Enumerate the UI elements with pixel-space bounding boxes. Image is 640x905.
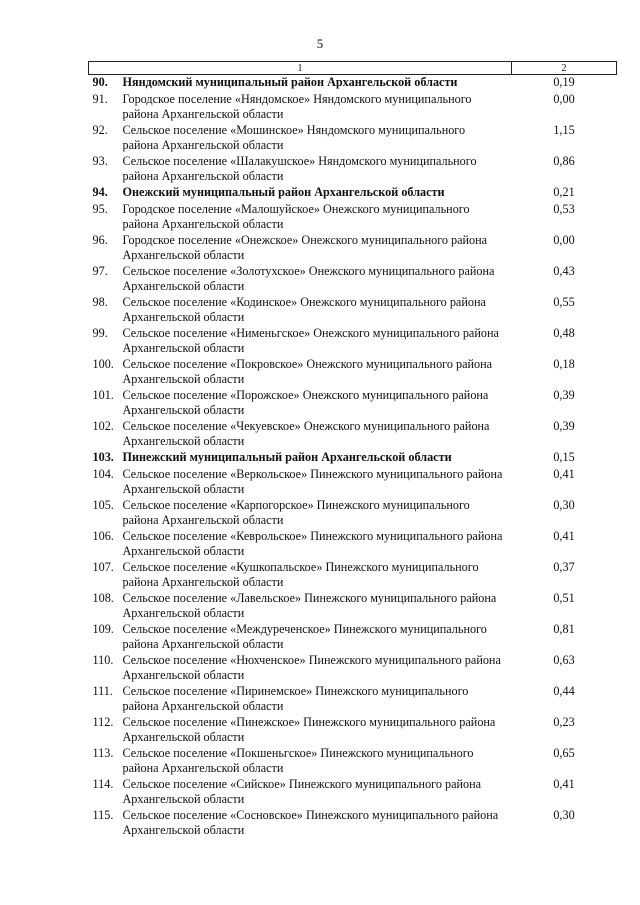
row-number: 113. [92, 746, 114, 760]
table-row [89, 529, 617, 560]
row-value: 0,19 [553, 75, 575, 89]
row-name: Сельское поселение «Нименьгское» Онежского муниципального района Архангельской области [122, 326, 499, 355]
row-name: Сельское поселение «Кодинское» Онежского муниципального района Архангельской области [122, 295, 486, 324]
row-entry [89, 622, 512, 653]
row-name: Городское поселение «Няндомское» Няндомского муниципального района Архангельской области [122, 92, 472, 121]
row-name: Городское поселение «Онежское» Онежского муниципального района Архангельской области [122, 233, 488, 262]
row-value: 0,00 [553, 92, 575, 106]
row-value: 0,48 [553, 326, 575, 340]
row-value: 0,23 [553, 715, 575, 729]
row-number: 101. [92, 388, 114, 402]
row-entry [89, 653, 512, 684]
table-row [89, 622, 617, 653]
table-row [89, 653, 617, 684]
table-row [89, 202, 617, 233]
row-number: 109. [92, 622, 114, 636]
row-entry [89, 498, 512, 529]
row-number: 106. [92, 529, 114, 543]
table-body [89, 75, 617, 840]
row-number: 98. [92, 295, 108, 309]
row-name: Городское поселение «Малошуйское» Онежского муниципального района Архангельской области [122, 202, 470, 231]
row-value: 0,15 [553, 450, 575, 464]
row-name: Сельское поселение «Карпогорское» Пинежского муниципального района Архангельской области [122, 498, 470, 527]
row-value: 0,53 [553, 202, 575, 216]
row-number: 97. [92, 264, 108, 278]
row-entry [89, 185, 512, 202]
row-name: Пинежский муниципальный район Архангельской области [122, 450, 452, 464]
row-number: 105. [92, 498, 114, 512]
row-value: 0,86 [553, 154, 575, 168]
row-entry [89, 202, 512, 233]
row-entry [89, 777, 512, 808]
table-row [89, 92, 617, 123]
row-number: 94. [92, 185, 108, 199]
row-entry [89, 419, 512, 450]
row-entry [89, 75, 512, 93]
column-header-1: 1 [89, 62, 512, 75]
row-value: 0,41 [553, 467, 575, 481]
row-value: 0,43 [553, 264, 575, 278]
row-value: 0,63 [553, 653, 575, 667]
table-row [89, 808, 617, 839]
row-name: Сельское поселение «Шалакушское» Няндомского муниципального района Архангельской области [122, 154, 477, 183]
row-name: Сельское поселение «Пинежское» Пинежского муниципального района Архангельской области [122, 715, 496, 744]
table-row [89, 388, 617, 419]
row-number: 99. [92, 326, 108, 340]
row-number: 93. [92, 154, 108, 168]
table-row [89, 684, 617, 715]
row-entry [89, 467, 512, 498]
row-number: 90. [92, 75, 108, 89]
row-name: Сельское поселение «Чекуевское» Онежского муниципального района Архангельской области [122, 419, 490, 448]
row-number: 96. [92, 233, 108, 247]
row-value: 0,41 [553, 777, 575, 791]
row-value: 0,39 [553, 388, 575, 402]
row-value: 1,15 [553, 123, 575, 137]
row-value: 0,00 [553, 233, 575, 247]
row-value: 0,21 [553, 185, 575, 199]
row-entry [89, 92, 512, 123]
row-name: Сельское поселение «Кеврольское» Пинежского муниципального района Архангельской области [122, 529, 503, 558]
data-table [88, 61, 617, 839]
row-entry [89, 154, 512, 185]
row-value: 0,81 [553, 622, 575, 636]
row-name: Няндомский муниципальный район Архангельской области [122, 75, 458, 89]
row-number: 103. [92, 450, 114, 464]
row-value: 0,41 [553, 529, 575, 543]
row-name: Сельское поселение «Покровское» Онежского муниципального района Архангельской области [122, 357, 493, 386]
row-value: 0,30 [553, 808, 575, 822]
row-value: 0,37 [553, 560, 575, 574]
row-entry [89, 529, 512, 560]
table-row [89, 560, 617, 591]
page-number: 5 [316, 36, 324, 51]
row-entry [89, 123, 512, 154]
table-row [89, 357, 617, 388]
row-name: Сельское поселение «Лавельское» Пинежского муниципального района Архангельской области [122, 591, 497, 620]
row-name: Сельское поселение «Покшеньгское» Пинежского муниципального района Архангельской области [122, 746, 474, 775]
row-entry [89, 295, 512, 326]
row-entry [89, 715, 512, 746]
row-entry [89, 746, 512, 777]
table-row [89, 467, 617, 498]
row-name: Онежский муниципальный район Архангельской области [122, 185, 445, 199]
row-value: 0,55 [553, 295, 575, 309]
row-value: 0,51 [553, 591, 575, 605]
table-row [89, 777, 617, 808]
row-entry [89, 357, 512, 388]
row-value: 0,65 [553, 746, 575, 760]
row-entry [89, 560, 512, 591]
table-row [89, 295, 617, 326]
row-entry [89, 450, 512, 467]
row-entry [89, 264, 512, 295]
table-row [89, 715, 617, 746]
row-name: Сельское поселение «Мошинское» Няндомского муниципального района Архангельской области [122, 123, 466, 152]
row-name: Сельское поселение «Нюхченское» Пинежского муниципального района Архангельской области [122, 653, 501, 682]
row-number: 112. [92, 715, 114, 729]
row-name: Сельское поселение «Междуреченское» Пинежского муниципального района Архангельской области [122, 622, 487, 651]
table-header [89, 62, 617, 75]
row-number: 110. [92, 653, 114, 667]
row-name: Сельское поселение «Сосновское» Пинежского муниципального района Архангельской области [122, 808, 499, 837]
row-name: Сельское поселение «Пиринемское» Пинежского муниципального района Архангельской области [122, 684, 469, 713]
row-entry [89, 388, 512, 419]
row-name: Сельское поселение «Веркольское» Пинежского муниципального района Архангельской области [122, 467, 503, 496]
row-name: Сельское поселение «Сийское» Пинежского муниципального района Архангельской области [122, 777, 482, 806]
table-row [89, 264, 617, 295]
row-number: 111. [92, 684, 113, 698]
table-row [89, 450, 617, 467]
row-entry [89, 326, 512, 357]
row-number: 100. [92, 357, 114, 371]
row-entry [89, 684, 512, 715]
row-number: 108. [92, 591, 114, 605]
row-number: 91. [92, 92, 108, 106]
table-row [89, 326, 617, 357]
row-name: Сельское поселение «Кушкопальское» Пинежского муниципального района Архангельской области [122, 560, 479, 589]
table-row [89, 419, 617, 450]
row-value: 0,18 [553, 357, 575, 371]
row-number: 104. [92, 467, 114, 481]
row-number: 92. [92, 123, 108, 137]
row-number: 95. [92, 202, 108, 216]
table-row [89, 498, 617, 529]
row-value: 0,30 [553, 498, 575, 512]
row-entry [89, 233, 512, 264]
row-value: 0,44 [553, 684, 575, 698]
row-number: 102. [92, 419, 114, 433]
row-entry [89, 591, 512, 622]
row-entry [89, 808, 512, 839]
row-value: 0,39 [553, 419, 575, 433]
table-row [89, 75, 617, 93]
row-number: 114. [92, 777, 114, 791]
table-row [89, 123, 617, 154]
row-name: Сельское поселение «Золотухское» Онежского муниципального района Архангельской области [122, 264, 495, 293]
table-row [89, 185, 617, 202]
table-row [89, 154, 617, 185]
row-name: Сельское поселение «Порожское» Онежского муниципального района Архангельской области [122, 388, 489, 417]
row-number: 115. [92, 808, 114, 822]
table-row [89, 233, 617, 264]
table-row [89, 746, 617, 777]
row-number: 107. [92, 560, 114, 574]
column-header-2: 2 [512, 62, 617, 75]
table-row [89, 591, 617, 622]
